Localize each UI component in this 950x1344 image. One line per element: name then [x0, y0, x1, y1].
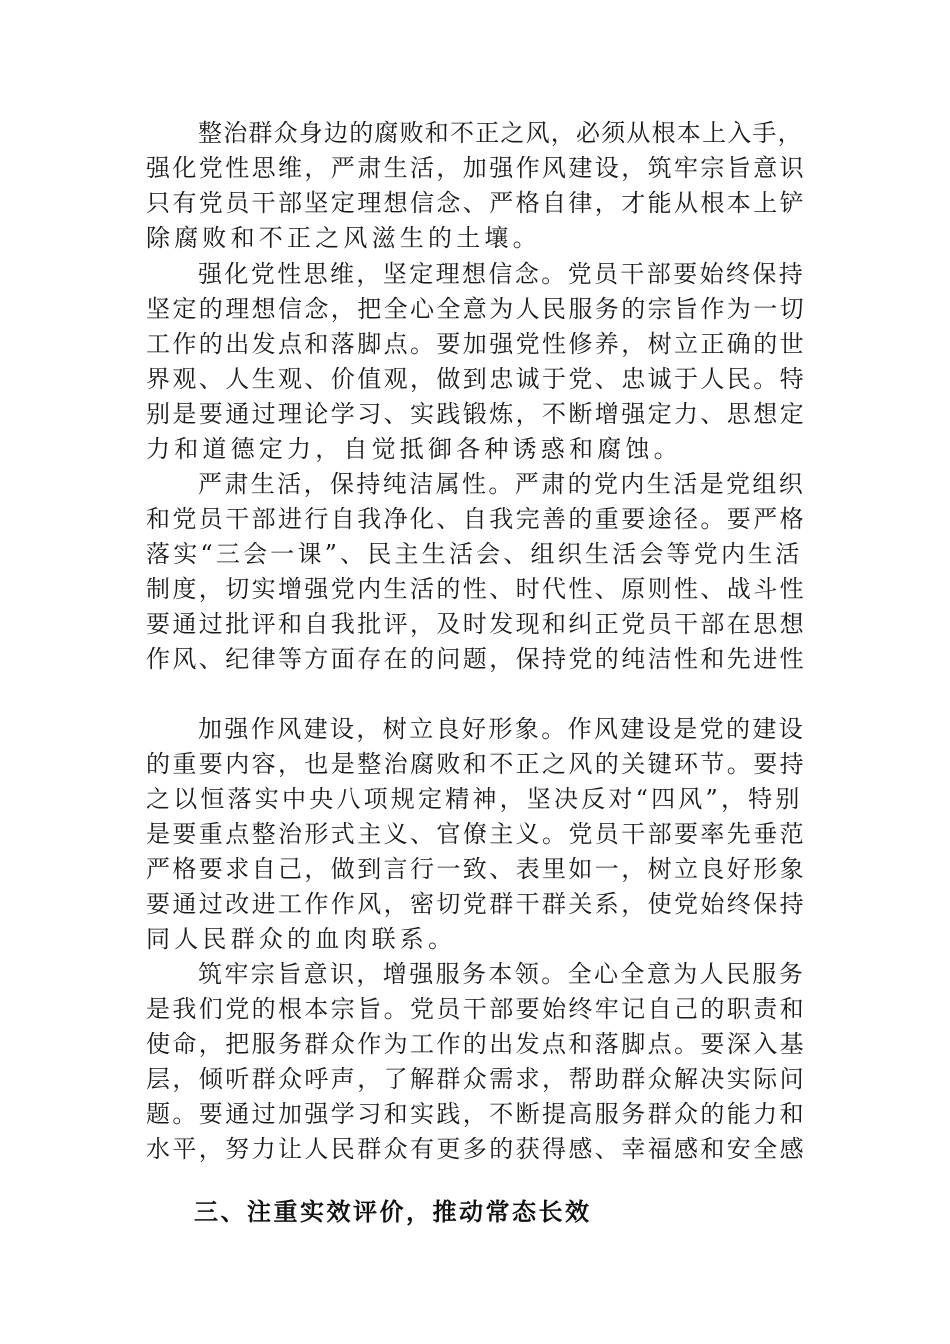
paragraph-3-line-1: 严肃生活，保持纯洁属性。严肃的党内生活是党组织: [198, 470, 806, 498]
paragraph-4-line-5: 严格要求自己，做到言行一致、表里如一，树立良好形象: [146, 855, 806, 883]
paragraph-2-line-1: 强化党性思维，坚定理想信念。党员干部要始终保持: [198, 260, 806, 288]
paragraph-4-line-1: 加强作风建设，树立良好形象。作风建设是党的建设: [198, 715, 806, 743]
paragraph-3-line-3: 落实“三会一课”、民主生活会、组织生活会等党内生活: [146, 540, 803, 568]
paragraph-3-line-4: 制度，切实增强党内生活的性、时代性、原则性、战斗性: [146, 575, 806, 603]
paragraph-1-line-2: 强化党性思维，严肃生活，加强作风建设，筑牢宗旨意识: [146, 154, 806, 182]
paragraph-3-line-6: 作风、纪律等方面存在的问题，保持党的纯洁性和先进性: [146, 645, 806, 673]
section-heading: 三、注重实效评价，推动常态长效: [194, 1198, 592, 1226]
paragraph-1-line-1: 整治群众身边的腐败和不正之风，必须从根本上入手，: [198, 119, 803, 147]
paragraph-2-line-2: 坚定的理想信念，把全心全意为人民服务的宗旨作为一切: [146, 295, 806, 323]
paragraph-3-line-2: 和党员干部进行自我净化、自我完善的重要途径。要严格: [146, 505, 806, 533]
paragraph-1-line-4: 除腐败和不正之风滋生的土壤。: [146, 224, 541, 252]
paragraph-2-line-6: 力和道德定力，自觉抵御各种诱惑和腐蚀。: [146, 435, 682, 463]
paragraph-4-line-4: 是要重点整治形式主义、官僚主义。党员干部要率先垂范: [146, 820, 806, 848]
paragraph-5-line-6: 水平，努力让人民群众有更多的获得感、幸福感和安全感: [146, 1135, 806, 1163]
paragraph-4-line-7: 同人民群众的血肉联系。: [146, 925, 457, 953]
paragraph-2-line-5: 别是要通过理论学习、实践锻炼，不断增强定力、思想定: [146, 400, 806, 428]
paragraph-5-line-1: 筑牢宗旨意识，增强服务本领。全心全意为人民服务: [198, 960, 806, 988]
paragraph-5-line-4: 层，倾听群众呼声，了解群众需求，帮助群众解决实际问: [146, 1065, 806, 1093]
paragraph-2-line-3: 工作的出发点和落脚点。要加强党性修养，树立正确的世: [146, 330, 806, 358]
paragraph-4-line-3: 之以恒落实中央八项规定精神，坚决反对“四风”，特别: [146, 785, 803, 813]
paragraph-1-line-3: 只有党员干部坚定理想信念、严格自律，才能从根本上铲: [146, 189, 806, 217]
paragraph-5-line-2: 是我们党的根本宗旨。党员干部要始终牢记自己的职责和: [146, 995, 806, 1023]
paragraph-3-line-5: 要通过批评和自我批评，及时发现和纠正党员干部在思想: [146, 610, 806, 638]
paragraph-5-line-3: 使命，把服务群众作为工作的出发点和落脚点。要深入基: [146, 1030, 806, 1058]
paragraph-4-line-6: 要通过改进工作作风，密切党群干群关系，使党始终保持: [146, 890, 806, 918]
paragraph-2-line-4: 界观、人生观、价值观，做到忠诚于党、忠诚于人民。特: [146, 365, 806, 393]
paragraph-5-line-5: 题。要通过加强学习和实践，不断提高服务群众的能力和: [146, 1100, 806, 1128]
paragraph-4-line-2: 的重要内容，也是整治腐败和不正之风的关键环节。要持: [146, 750, 806, 778]
